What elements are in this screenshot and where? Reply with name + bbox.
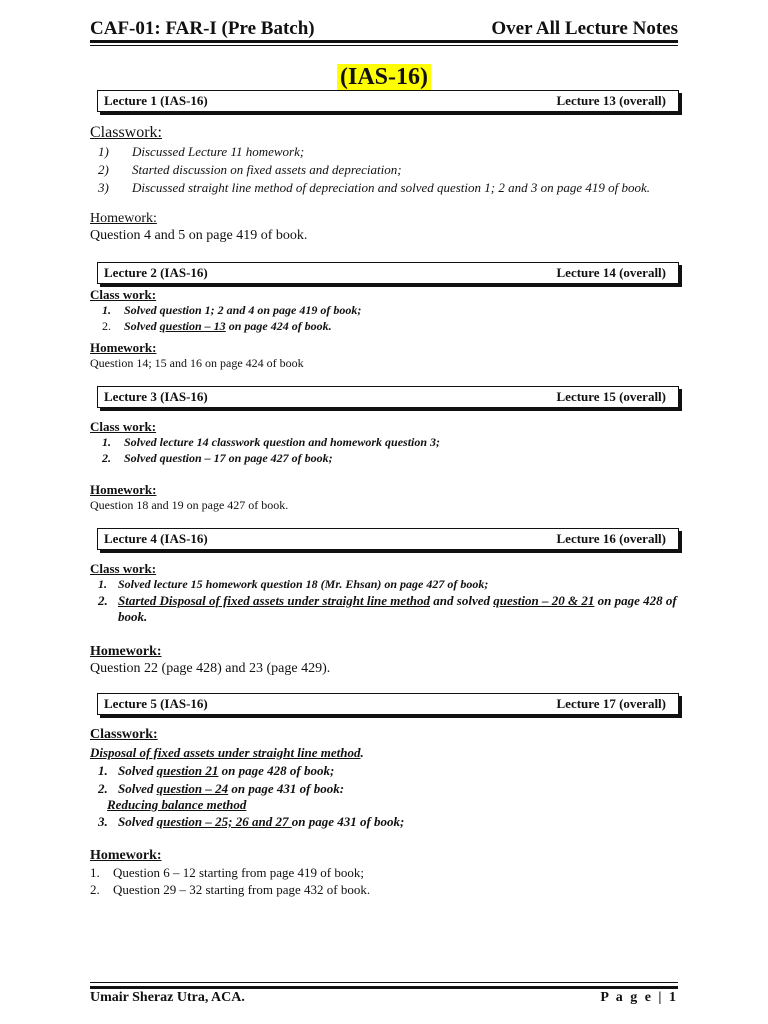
classwork-heading: Class work: [90,561,157,576]
list-item: 1) Discussed Lecture 11 homework; [98,144,305,159]
footer-rule [90,986,678,989]
lecture-label: Lecture 3 (IAS-16) [104,389,208,404]
lecture-4-homework [90,644,680,677]
notes-title: Over All Lecture Notes [491,18,678,39]
homework-heading: Homework: [90,848,162,863]
lecture-1-homework [90,211,680,244]
homework-heading: Homework: [90,482,157,497]
classwork-heading: Class work: [90,287,157,302]
homework-heading: Homework: [90,340,157,355]
lecture-3-homework [90,482,680,513]
lecture-4-banner [97,528,679,550]
overall-label: Lecture 16 (overall) [556,531,666,546]
list-item: 1. Solved lecture 15 homework question 18 (Mr. Ehsan) on page 427 of book; [98,577,489,591]
lecture-5-homework [90,848,680,899]
page-header [90,14,678,40]
course-title: CAF-01: FAR-I (Pre Batch) [90,18,315,39]
lecture-label: Lecture 4 (IAS-16) [104,531,208,546]
list-item: 3) Discussed straight line method of depreciation and solved question 1; 2 and 3 on page 419 of book. [98,180,651,195]
list-item: 1. Solved lecture 14 classwork question and homework question 3; [102,435,441,449]
list-item: 2. Solved question – 13 on page 424 of book. [102,319,332,333]
homework-text: Question 4 and 5 on page 419 of book. [90,228,308,243]
classwork-heading: Classwork: [90,124,162,141]
page-number: P a g e | 1 [600,990,678,1005]
list-item: 2. Question 29 – 32 starting from page 432 of book. [90,882,371,897]
author-name: Umair Sheraz Utra, ACA. [90,990,245,1005]
lecture-1-banner [97,90,679,112]
subheading-disposal: Disposal of fixed assets under straight line method. [90,745,364,760]
lecture-label: Lecture 5 (IAS-16) [104,696,208,711]
lecture-2-banner [97,262,679,284]
list-item: 2. Solved question – 17 on page 427 of book; [102,451,333,465]
list-item: 1. Solved question 21 on page 428 of book; [98,763,335,778]
list-item: 2. Solved question – 24 on page 431 of book: [98,781,345,796]
overall-label: Lecture 15 (overall) [556,389,666,404]
overall-label: Lecture 14 (overall) [556,265,666,280]
list-item: 2. Started Disposal of fixed assets under straight line method and solved question – 20 & 21 on page 428 of book. [98,593,677,624]
overall-label: Lecture 13 (overall) [556,93,666,108]
header-rule-thin [90,45,678,46]
classwork-heading: Classwork: [90,727,158,742]
lecture-2-classwork [90,287,680,335]
list-item: 1. Solved question 1; 2 and 4 on page 419 of book; [102,303,362,317]
highlighted-title: (IAS-16) [337,64,431,90]
header-rule [90,40,678,43]
footer-rule-thin [90,982,678,983]
lecture-5-classwork [90,727,680,832]
homework-text: Question 22 (page 428) and 23 (page 429). [90,661,331,676]
list-item: 3. Solved question – 25; 26 and 27 on page 431 of book; [98,814,405,829]
subheading-reducing-balance: Reducing balance method [107,797,247,812]
lecture-3-banner [97,386,679,408]
lecture-4-classwork [90,561,680,625]
lecture-label: Lecture 2 (IAS-16) [104,265,208,280]
overall-label: Lecture 17 (overall) [556,696,666,711]
list-item: 2) Started discussion on fixed assets and depreciation; [98,162,402,177]
lecture-2-homework [90,340,680,371]
lecture-1-classwork [90,124,680,198]
classwork-heading: Class work: [90,419,157,434]
lecture-label: Lecture 1 (IAS-16) [104,93,208,108]
homework-heading: Homework: [90,211,157,226]
list-item: 1. Question 6 – 12 starting from page 419 of book; [90,865,364,880]
lecture-5-banner [97,693,679,715]
homework-text: Question 14; 15 and 16 on page 424 of book [90,356,304,370]
lecture-3-classwork [90,419,680,467]
homework-heading: Homework: [90,644,162,659]
document-title [0,64,768,91]
homework-text: Question 18 and 19 on page 427 of book. [90,498,289,512]
